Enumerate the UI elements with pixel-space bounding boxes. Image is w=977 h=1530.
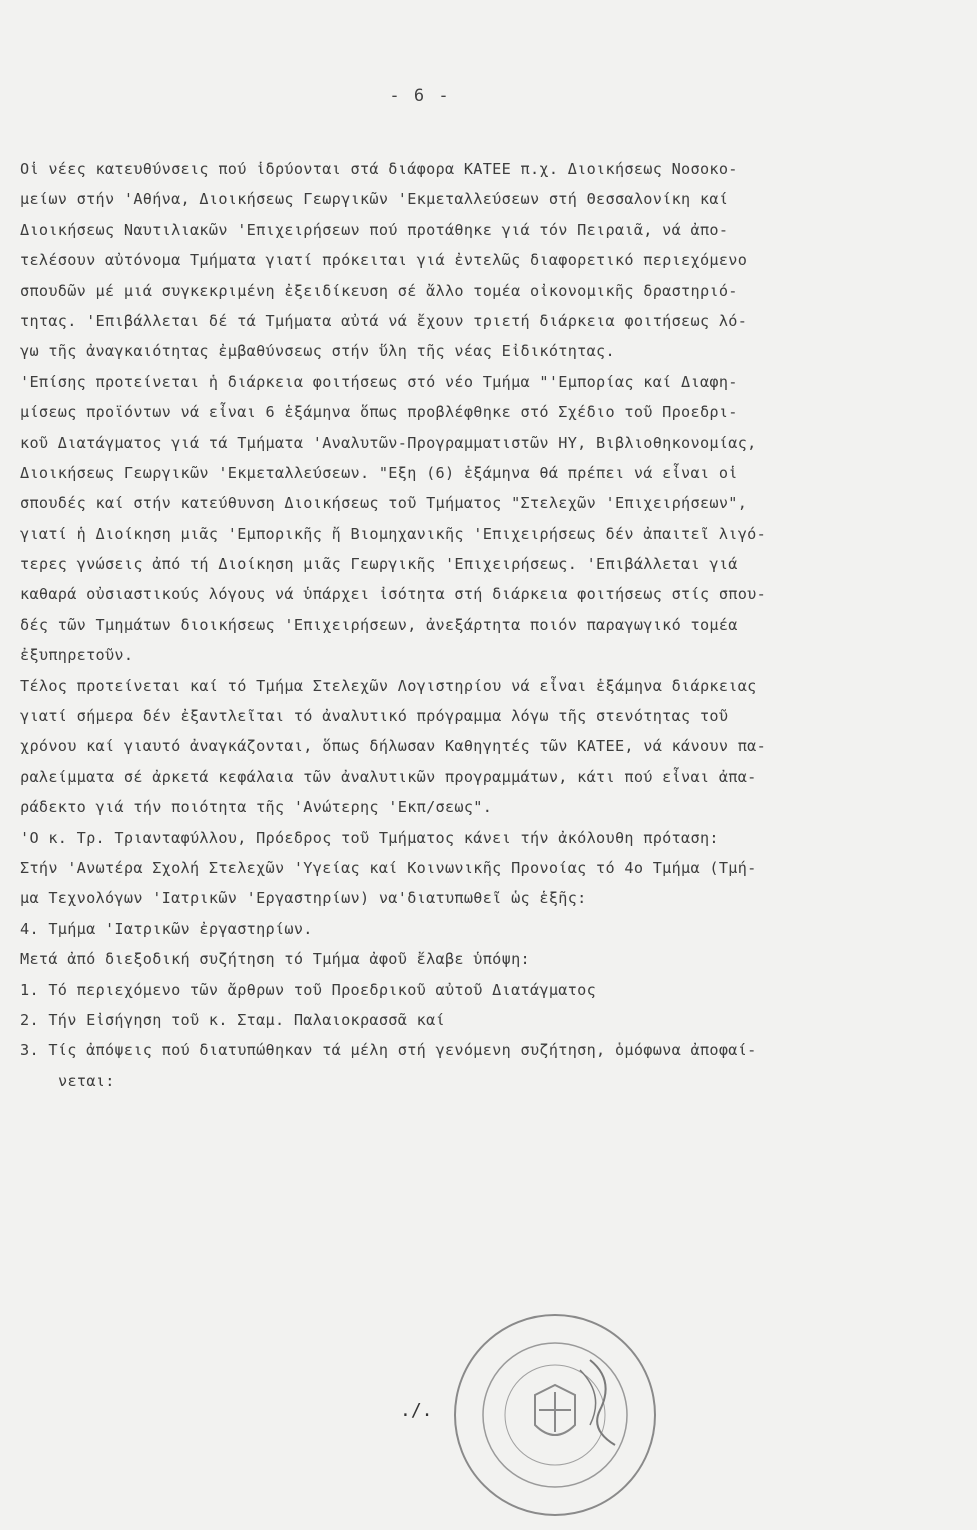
text-line: τελέσουν αὐτόνομα Τμήματα γιατί πρόκειται γιά ἐντελῶς διαφορετικό περιεχόμενο — [20, 251, 748, 270]
text-line: ράδεκτο γιά τήν ποιότητα τῆς 'Ανώτερης 'Εκπ/σεως". — [20, 798, 493, 817]
text-line: ἐξυπηρετοῦν. — [20, 646, 134, 665]
text-line: Τέλος προτείνεται καί τό Τμήμα Στελεχῶν Λογιστηρίου νά εἶναι ἑξάμηνα διάρκειας — [20, 676, 757, 695]
text-line: Στήν 'Ανωτέρα Σχολή Στελεχῶν 'Υγείας καί Κοινωνικῆς Προνοίας τό 4ο Τμήμα (Τμή- — [20, 858, 757, 877]
text-line: Διοικήσεως Ναυτιλιακῶν 'Επιχειρήσεων πού προτάθηκε γιά τόν Πειραιᾶ, νά ἀπο- — [20, 220, 729, 239]
body-text — [20, 154, 935, 1096]
text-line: μείων στήν 'Αθήνα, Διοικήσεως Γεωργικῶν 'Εκμεταλλεύσεων στή Θεσσαλονίκη καί — [20, 190, 729, 209]
continuation-mark: ./. — [400, 1400, 433, 1421]
text-line: δές τῶν Τμημάτων διοικήσεως 'Επιχειρήσεων, ἀνεξάρτητα ποιόν παραγωγικό τομέα — [20, 615, 738, 634]
page-number: - 6 - — [389, 86, 451, 106]
text-line: γιατί σήμερα δέν ἐξαντλεῖται τό ἀναλυτικό πρόγραμμα λόγω τῆς στενότητας τοῦ — [20, 707, 729, 726]
text-line: 'Επίσης προτείνεται ἡ διάρκεια φοιτήσεως στό νέο Τμήμα "'Εμπορίας καί Διαφη- — [20, 372, 738, 391]
text-line: τερες γνώσεις ἀπό τή Διοίκηση μιᾶς Γεωργικῆς 'Επιχειρήσεως. 'Επιβάλλεται γιά — [20, 555, 738, 574]
text-line: μίσεως προϊόντων νά εἶναι 6 ἑξάμηνα ὅπως προβλέφθηκε στό Σχέδιο τοῦ Προεδρι- — [20, 403, 738, 422]
text-line: 3. Τίς ἀπόψεις πού διατυπώθηκαν τά μέλη στή γενόμενη συζήτηση, ὁμόφωνα ἀποφαί- — [20, 1041, 757, 1060]
seal-icon — [440, 1300, 670, 1530]
text-line: νεται: — [58, 1071, 115, 1090]
text-line: ραλείμματα σέ ἀρκετά κεφάλαια τῶν ἀναλυτικῶν προγραμμάτων, κάτι πού εἶναι ἀπα- — [20, 767, 757, 786]
text-line: τητας. 'Επιβάλλεται δέ τά Τμήματα αὐτά νά ἔχουν τριετή διάρκεια φοιτήσεως λό- — [20, 311, 748, 330]
text-line: κοῦ Διατάγματος γιά τά Τμήματα 'Αναλυτῶν-Προγραμματιστῶν ΗΥ, Βιβλιοθηκονομίας, — [20, 433, 757, 452]
text-line: 'Ο κ. Τρ. Τριανταφύλλου, Πρόεδρος τοῦ Τμήματος κάνει τήν ἀκόλουθη πρόταση: — [20, 828, 719, 847]
text-line: Μετά ἀπό διεξοδική συζήτηση τό Τμήμα ἀφοῦ ἔλαβε ὑπόψη: — [20, 950, 530, 969]
text-line: 4. Τμήμα 'Ιατρικῶν ἐργαστηρίων. — [20, 919, 313, 938]
text-line: 1. Τό περιεχόμενο τῶν ἄρθρων τοῦ Προεδρικοῦ αὐτοῦ Διατάγματος — [20, 980, 597, 999]
text-line: σπουδές καί στήν κατεύθυνση Διοικήσεως τοῦ Τμήματος "Στελεχῶν 'Επιχειρήσεων", — [20, 494, 748, 513]
text-line: γω τῆς ἀναγκαιότητας ἐμβαθύνσεως στήν ὕλη τῆς νέας Εἰδικότητας. — [20, 342, 615, 361]
text-line: μα Τεχνολόγων 'Ιατρικῶν 'Εργαστηρίων) να'διατυπωθεῖ ὡς ἑξῆς: — [20, 889, 587, 908]
text-line: σπουδῶν μέ μιά συγκεκριμένη ἐξειδίκευση σέ ἄλλο τομέα οἰκονομικῆς δραστηριό- — [20, 281, 738, 300]
text-line: 2. Τήν Εἰσήγηση τοῦ κ. Σταμ. Παλαιοκρασσᾶ καί — [20, 1010, 445, 1029]
text-line: Οἱ νέες κατευθύνσεις πού ἱδρύονται στά διάφορα ΚΑΤΕΕ π.χ. Διοικήσεως Νοσοκο- — [20, 160, 738, 178]
text-line: καθαρά οὐσιαστικούς λόγους νά ὑπάρχει ἰσότητα στή διάρκεια φοιτήσεως στίς σπου- — [20, 585, 767, 604]
text-line: γιατί ἡ Διοίκηση μιᾶς 'Εμπορικῆς ἤ Βιομηχανικῆς 'Επιχειρήσεως δέν ἀπαιτεῖ λιγό- — [20, 524, 767, 543]
text-line: χρόνου καί γιαυτό ἀναγκάζονται, ὅπως δήλωσαν Καθηγητές τῶν ΚΑΤΕΕ, νά κάνουν πα- — [20, 737, 767, 756]
text-line: Διοικήσεως Γεωργικῶν 'Εκμεταλλεύσεων. "Εξη (6) ἑξάμηνα θά πρέπει νά εἶναι οἱ — [20, 463, 738, 482]
